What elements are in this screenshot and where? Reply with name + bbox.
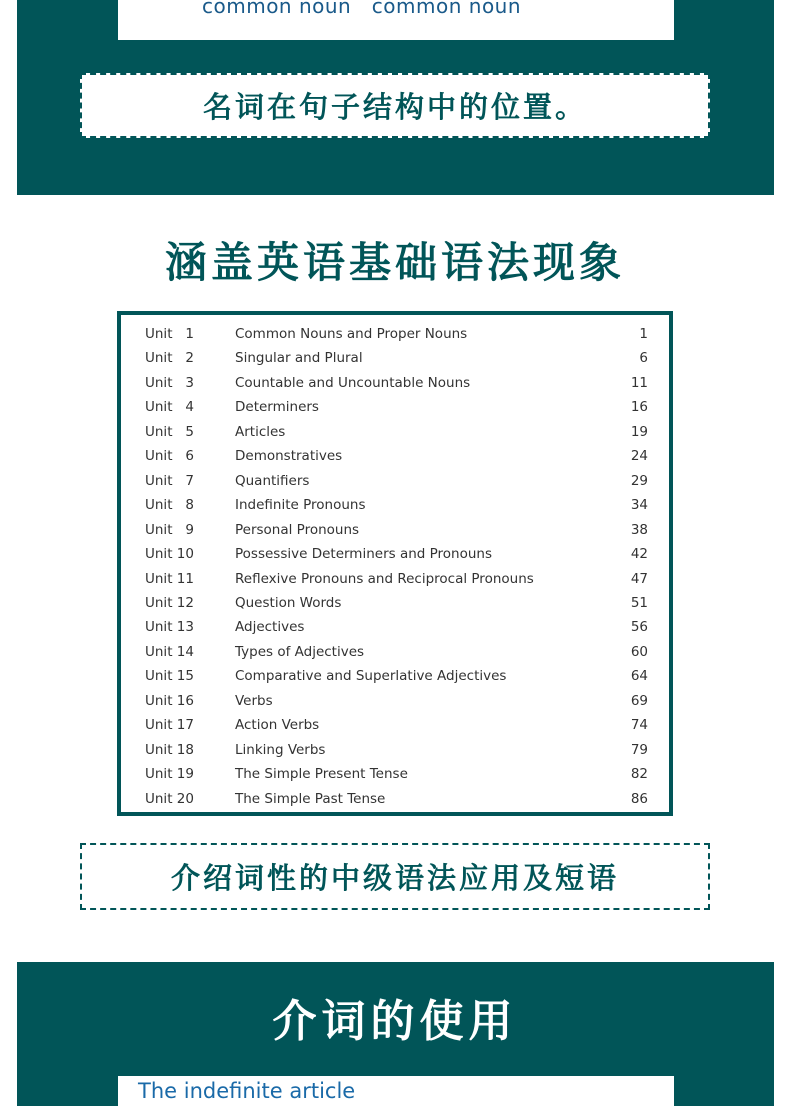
toc-page-number: 11 bbox=[630, 374, 648, 391]
toc-row bbox=[121, 519, 669, 543]
bottom-title: 介词的使用 bbox=[272, 996, 518, 1047]
toc-row bbox=[121, 568, 669, 592]
caption-box bbox=[80, 73, 710, 138]
toc-row bbox=[121, 665, 669, 689]
toc-unit-label: Unit 16 bbox=[145, 692, 194, 709]
toc-unit-label: Unit 12 bbox=[145, 594, 194, 611]
toc-page-number: 69 bbox=[630, 692, 648, 709]
toc-title: Comparative and Superlative Adjectives bbox=[235, 668, 507, 685]
toc-row bbox=[121, 323, 669, 347]
subtitle-text: 介绍词性的中级语法应用及短语 bbox=[170, 861, 619, 895]
toc-page-number: 86 bbox=[630, 790, 648, 807]
toc-unit-label: Unit 9 bbox=[145, 521, 194, 538]
toc-title: Verbs bbox=[235, 692, 273, 709]
toc-page-number: 47 bbox=[630, 570, 648, 587]
toc-row bbox=[121, 788, 669, 812]
subtitle-box bbox=[80, 843, 710, 910]
toc-title: Countable and Uncountable Nouns bbox=[235, 374, 471, 391]
toc-title: Quantifiers bbox=[235, 472, 310, 489]
toc-title: Singular and Plural bbox=[235, 350, 363, 367]
toc-unit-label: Unit 1 bbox=[145, 326, 194, 342]
toc-page-number: 6 bbox=[639, 350, 648, 367]
toc-title: The Simple Past Tense bbox=[235, 790, 386, 807]
toc-unit-label: Unit 20 bbox=[145, 790, 194, 807]
toc-unit-label: Unit 17 bbox=[145, 717, 194, 734]
toc-page-number: 51 bbox=[630, 594, 648, 611]
toc-unit-label: Unit 15 bbox=[145, 668, 194, 685]
toc-unit-label: Unit 19 bbox=[145, 766, 194, 783]
section-title: 涵盖英语基础语法现象 bbox=[164, 238, 625, 287]
toc-page-number: 74 bbox=[630, 717, 648, 734]
toc-row bbox=[121, 347, 669, 371]
toc-title: Adjectives bbox=[235, 619, 305, 636]
toc-title: Indefinite Pronouns bbox=[235, 497, 366, 514]
toc-row bbox=[121, 372, 669, 396]
toc-unit-label: Unit 11 bbox=[145, 570, 194, 587]
toc-page-number: 82 bbox=[630, 766, 648, 783]
toc-page-number: 29 bbox=[630, 472, 648, 489]
toc-title: Articles bbox=[235, 423, 286, 440]
toc-page-number: 19 bbox=[630, 423, 648, 440]
toc-title: Types of Adjectives bbox=[235, 643, 365, 660]
toc-row bbox=[121, 739, 669, 763]
toc-row bbox=[121, 494, 669, 518]
toc-title: Action Verbs bbox=[235, 717, 320, 734]
toc-unit-label: Unit 18 bbox=[145, 741, 194, 758]
toc-page-number: 60 bbox=[630, 643, 648, 660]
toc-title: Possessive Determiners and Pronouns bbox=[235, 546, 493, 563]
toc-unit-label: Unit 6 bbox=[145, 448, 194, 465]
toc-unit-label: Unit 14 bbox=[145, 643, 194, 660]
toc-unit-label: Unit 13 bbox=[145, 619, 194, 636]
bottom-example-card bbox=[118, 1076, 674, 1106]
caption-text: 名词在句子结构中的位置。 bbox=[202, 90, 587, 124]
toc-page-number: 56 bbox=[630, 619, 648, 636]
toc-title: Linking Verbs bbox=[235, 741, 326, 758]
toc-page-number: 64 bbox=[630, 668, 648, 685]
toc-title: Common Nouns and Proper Nouns bbox=[235, 326, 468, 342]
toc-unit-label: Unit 8 bbox=[145, 497, 194, 514]
toc-page-number: 24 bbox=[630, 448, 648, 465]
table-of-contents bbox=[117, 311, 673, 816]
toc-row bbox=[121, 763, 669, 787]
toc-title: Determiners bbox=[235, 399, 319, 416]
toc-row bbox=[121, 396, 669, 420]
toc-row bbox=[121, 421, 669, 445]
toc-title: Demonstratives bbox=[235, 448, 343, 465]
toc-page-number: 42 bbox=[630, 546, 648, 563]
toc-row bbox=[121, 543, 669, 567]
toc-page-number: 16 bbox=[630, 399, 648, 416]
toc-row bbox=[121, 592, 669, 616]
toc-row bbox=[121, 470, 669, 494]
toc-unit-label: Unit 4 bbox=[145, 399, 194, 416]
toc-unit-label: Unit 10 bbox=[145, 546, 194, 563]
toc-title: The Simple Present Tense bbox=[235, 766, 408, 783]
bottom-example-text: The indefinite article bbox=[138, 1079, 356, 1103]
toc-page-number: 1 bbox=[639, 326, 648, 342]
toc-unit-label: Unit 7 bbox=[145, 472, 194, 489]
toc-row bbox=[121, 445, 669, 469]
toc-unit-label: Unit 5 bbox=[145, 423, 194, 440]
toc-title: Reflexive Pronouns and Reciprocal Pronouns bbox=[235, 570, 534, 587]
toc-unit-label: Unit 3 bbox=[145, 374, 194, 391]
toc-row bbox=[121, 690, 669, 714]
toc-row bbox=[121, 616, 669, 640]
toc-row bbox=[121, 714, 669, 738]
toc-unit-label: Unit 2 bbox=[145, 350, 194, 367]
toc-title: Personal Pronouns bbox=[235, 521, 360, 538]
toc-row bbox=[121, 641, 669, 665]
top-example-card bbox=[118, 0, 674, 40]
top-example-text: common noun common noun bbox=[202, 0, 522, 18]
toc-page-number: 38 bbox=[630, 521, 648, 538]
toc-page-number: 79 bbox=[630, 741, 648, 758]
toc-page-number: 34 bbox=[630, 497, 648, 514]
toc-title: Question Words bbox=[235, 594, 342, 611]
